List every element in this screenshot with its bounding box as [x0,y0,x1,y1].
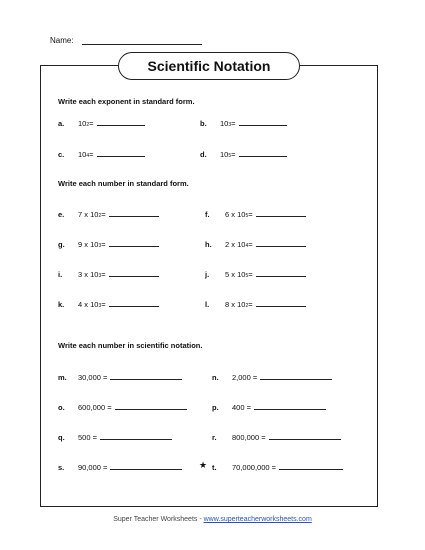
item-g: g. 9 x 10 3 = [58,239,159,249]
answer-blank[interactable] [97,118,145,126]
answer-blank[interactable] [110,462,182,470]
item-base: 500 = [78,433,97,442]
name-line[interactable] [82,36,202,45]
item-i: i. 3 x 10 3 = [58,269,159,279]
item-label: s. [58,463,65,472]
item-base: 600,000 = [78,403,112,412]
answer-blank[interactable] [115,402,187,410]
item-base: 400 = [232,403,251,412]
item-label: r. [212,433,217,442]
item-b: b. 10 3 = [200,118,287,128]
item-label: j. [205,270,210,279]
item-label: k. [58,300,65,309]
item-label: i. [58,270,63,279]
item-suffix: = [248,270,253,279]
answer-blank[interactable] [279,462,343,470]
answer-blank[interactable] [109,209,159,217]
answer-blank[interactable] [109,239,159,247]
item-p [212,402,326,412]
item-label: q. [58,433,65,442]
answer-blank[interactable] [256,299,306,307]
item-d: d. 10 5 = [200,149,287,159]
item-suffix: = [248,300,253,309]
answer-blank[interactable] [100,432,172,440]
name-row [50,36,202,45]
answer-blank[interactable] [110,372,182,380]
item-c: c. 10 4 = [58,149,145,159]
item-m [58,372,182,382]
item-base: 6 x 10 [225,210,246,219]
item-n [212,372,332,382]
item-o [58,402,187,412]
item-suffix: = [101,270,106,279]
item-k: k. 4 x 10 3 = [58,299,159,309]
item-f: f. 6 x 10 5 = [205,209,306,219]
item-suffix: = [101,210,106,219]
item-base: 70,000,000 = [232,463,277,472]
item-suffix: = [101,300,106,309]
item-label: e. [58,210,65,219]
item-r [212,432,341,442]
item-j: j. 5 x 10 5 = [205,269,306,279]
item-q [58,432,172,442]
item-base: 8 x 10 [225,300,246,309]
item-h: h. 2 x 10 4 = [205,239,306,249]
star-icon: ★ [199,460,208,470]
item-suffix: = [248,240,253,249]
footer-link[interactable]: www.superteacherworksheets.com [203,516,312,523]
answer-blank[interactable] [254,402,326,410]
item-e: e. 7 x 10 2 = [58,209,159,219]
answer-blank[interactable] [239,118,287,126]
item-l: l. 8 x 10 2 = [205,299,306,309]
item-label: o. [58,403,65,412]
item-suffix: = [231,119,236,128]
item-base: 2 x 10 [225,240,246,249]
item-label: p. [212,403,219,412]
answer-blank[interactable] [109,299,159,307]
item-base: 5 x 10 [225,270,246,279]
footer-text: Super Teacher Worksheets - [113,516,204,523]
item-base: 2,000 = [232,373,258,382]
item-base: 10 [220,150,229,159]
item-suffix: = [89,150,94,159]
section-1-instruction: Write each exponent in standard form. [58,97,195,106]
item-base: 10 [220,119,229,128]
item-label: b. [200,119,207,128]
footer [0,516,425,523]
item-base: 30,000 = [78,373,108,382]
answer-blank[interactable] [256,239,306,247]
item-label: h. [205,240,212,249]
answer-blank[interactable] [109,269,159,277]
item-base: 3 x 10 [78,270,99,279]
item-label: n. [212,373,219,382]
answer-blank[interactable] [260,372,332,380]
answer-blank[interactable] [239,149,287,157]
answer-blank[interactable] [256,209,306,217]
item-label: d. [200,150,207,159]
item-label: l. [205,300,210,309]
section-3-instruction: Write each number in scientific notation. [58,341,203,350]
item-base: 4 x 10 [78,300,99,309]
item-label: t. [212,463,217,472]
name-label: Name: [50,36,74,45]
item-a: a. 10 2 = [58,118,145,128]
answer-blank[interactable] [256,269,306,277]
item-base: 800,000 = [232,433,266,442]
item-base: 10 [78,150,87,159]
answer-blank[interactable] [97,149,145,157]
item-label: c. [58,150,65,159]
item-base: 10 [78,119,87,128]
item-label: f. [205,210,210,219]
page-title: Scientific Notation [118,52,300,80]
section-2-instruction: Write each number in standard form. [58,179,189,188]
item-suffix: = [248,210,253,219]
item-label: a. [58,119,65,128]
item-s [58,462,182,472]
item-suffix: = [101,240,106,249]
item-suffix: = [89,119,94,128]
item-base: 7 x 10 [78,210,99,219]
item-suffix: = [231,150,236,159]
item-base: 90,000 = [78,463,108,472]
item-base: 9 x 10 [78,240,99,249]
item-label: g. [58,240,65,249]
answer-blank[interactable] [269,432,341,440]
item-label: m. [58,373,67,382]
item-t [212,462,343,472]
